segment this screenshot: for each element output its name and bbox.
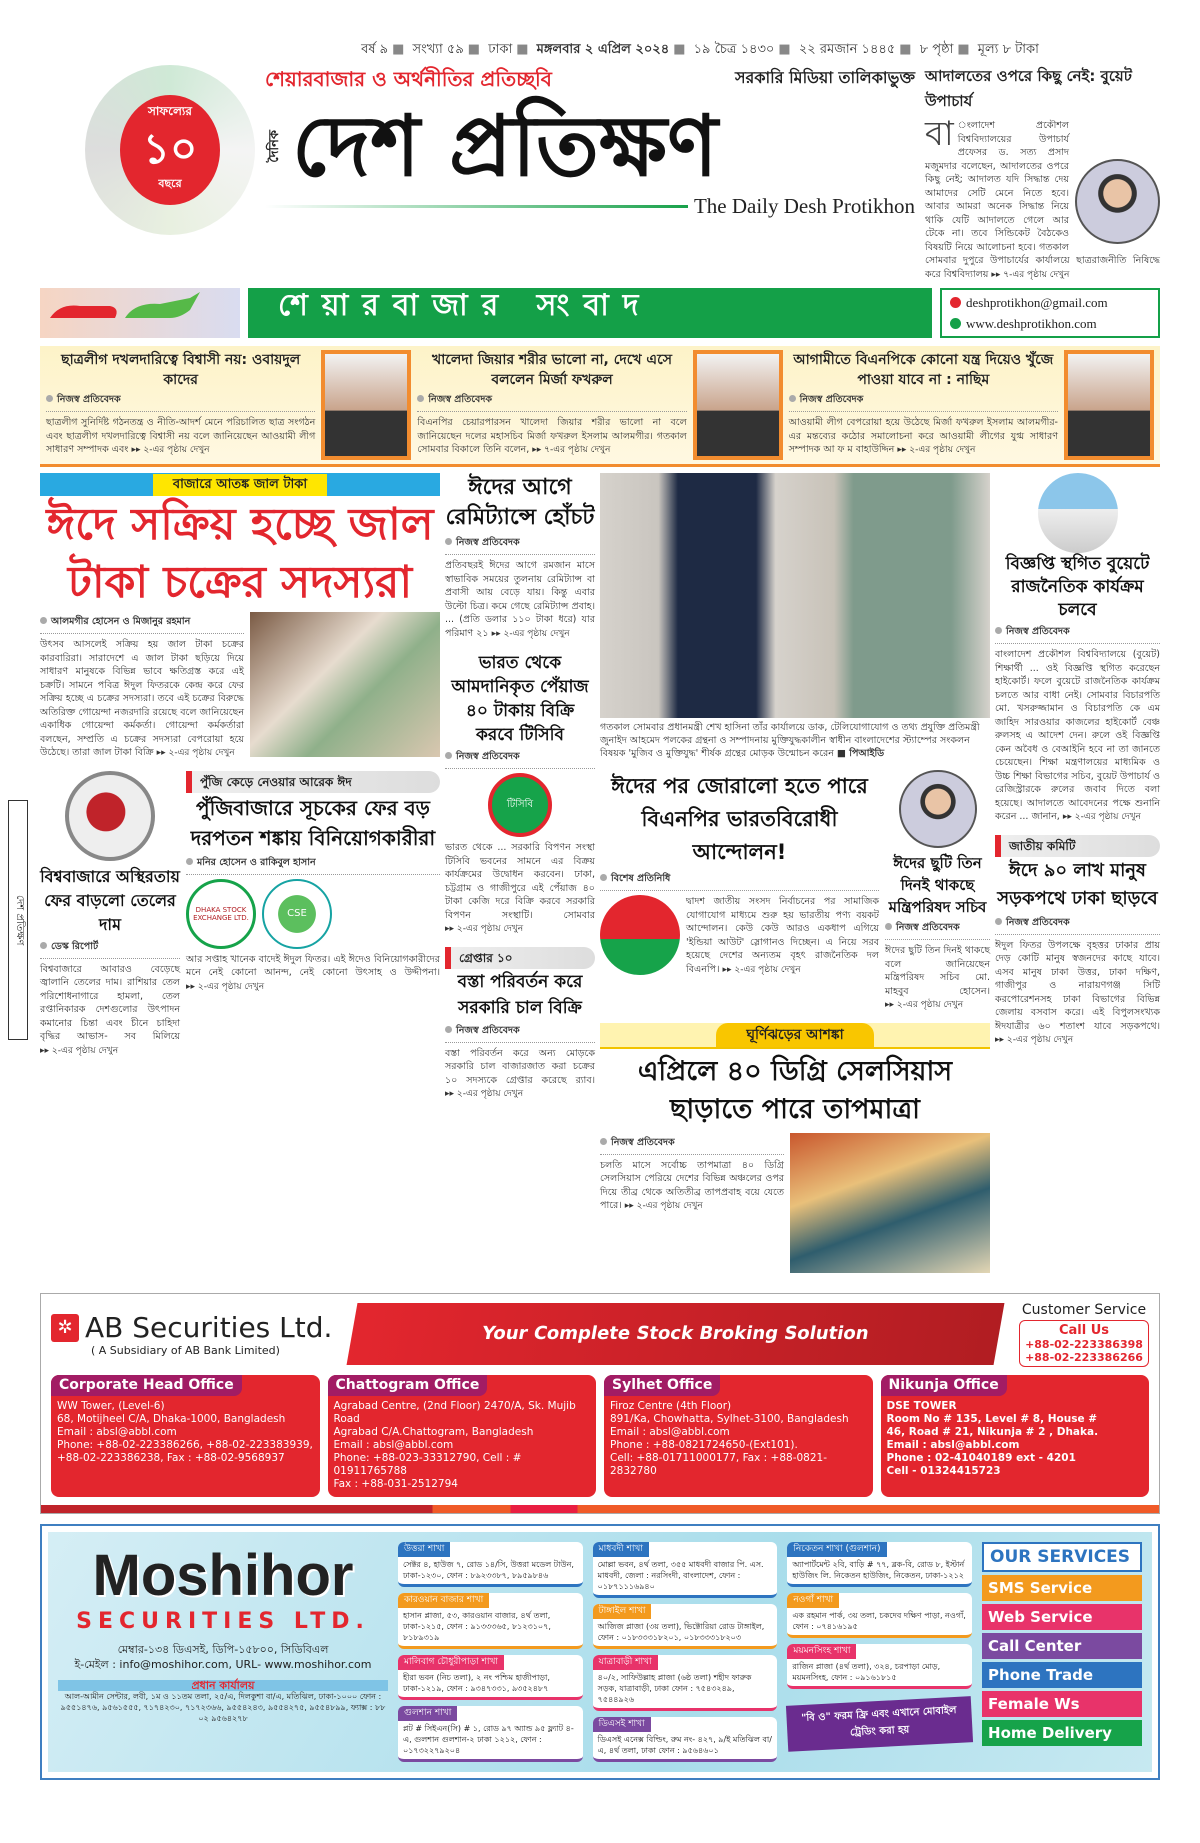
continued-link[interactable]: ▸▸ ৭-এর পৃষ্ঠায় দেখুন xyxy=(991,269,1070,280)
office-line: Agrabad Centre, (2nd Floor) 2470/A, Sk. Mujib Road xyxy=(333,1399,576,1425)
photo-caption: গতকাল সোমবার প্রধানমন্ত্রী শেখ হাসিনা তাঁর কার্যালয়ে ডাক, টেলিযোগাযোগ ও তথ্য প্রযুক্তি প্রতিমন্ত্রী জুনাইদ আহমেদ পলকের গ্রন্থনা ও সম্পাদনায় মুক্তিযুদ্ধকালীন স্বাধীন বাংলাদেশের স্ট্যাম্পের সংকলন বিষয়ক 'মুজিব ও মুক্তিযুদ্ধ' শীর্ষক গ্রন্থের মোড়ক উন্মোচন করেন ■ পিআইডি xyxy=(600,722,980,759)
bnp-logo xyxy=(600,895,680,975)
masthead-english: The Daily Desh Protikhon xyxy=(693,194,915,218)
ab-name: AB Securities Ltd. xyxy=(85,1311,333,1344)
continued-link[interactable]: ▸▸ ২-এর পৃষ্ঠায় দেখুন xyxy=(1062,812,1141,822)
bull-bear-icon xyxy=(40,288,240,338)
headline[interactable]: আদালতের ওপরে কিছু নেই: বুয়েট উপাচার্য xyxy=(925,67,1132,110)
story-body: বিএনপির চেয়ারপারসন খালেদা জিয়ার শরীর ভালো না বলে জানিয়েছেন দলের মহাসচিব মির্জা ফখরুল ইসলাম আলমগীর। গতকাল সোমবার বিকালে তিনি বলেন, xyxy=(417,417,687,455)
kicker: গ্রেপ্তার ১০ xyxy=(445,947,595,969)
continued-link[interactable]: ▸▸ ২-এর পৃষ্ঠায় দেখুন xyxy=(624,1201,703,1211)
caption-text: গতকাল সোমবার প্রধানমন্ত্রী শেখ হাসিনা তাঁর কার্যালয়ে ডাক, টেলিযোগাযোগ ও তথ্য প্রযুক্তি প্রতিমন্ত্রী জুনাইদ আহমেদ পলকের গ্রন্থনা ও সম্পাদনায় মুক্তিযুদ্ধকালীন স্বাধীন বাংলাদেশের স্ট্যাম্পের সংকলন বিষয়ক 'মুজিব ও মুক্তিযুদ্ধ' শীর্ষক গ্রন্থের মোড়ক উন্মোচন করেন xyxy=(600,722,980,759)
office-title: Chattogram Office xyxy=(328,1375,488,1396)
byline: নিজস্ব প্রতিবেদক xyxy=(885,921,990,936)
headline[interactable]: ছাত্রলীগ দখলদারিত্বে বিশ্বাসী নয়: ওবায়দুল কাদের xyxy=(61,352,301,388)
masthead-title: দেশ প্রতিক্ষণ xyxy=(292,96,718,195)
story-obaidul-quader xyxy=(46,350,411,460)
continued-text: ২-এর পৃষ্ঠায় দেখুন xyxy=(168,748,235,758)
story-oil-price xyxy=(40,771,180,1059)
share-market-banner: শেয়ারবাজার সংবাদ xyxy=(248,288,932,338)
ab-subtitle: ( A Subsidiary of AB Bank Limited) xyxy=(91,1344,280,1357)
headline[interactable]: বিশ্ববাজারে অস্থিরতায় ফের বাড়লো তেলের দাম xyxy=(40,866,180,934)
continued-text: ২-এর পৃষ্ঠায় দেখুন xyxy=(197,981,265,992)
phone[interactable]: +88-02-223386266 xyxy=(1025,1350,1143,1364)
headline[interactable]: খালেদা জিয়ার শরীর ভালো না, দেখে এসে বললেন মির্জা ফখরুল xyxy=(432,352,672,388)
tcb-logo-text: টিসিবি xyxy=(506,799,534,810)
anniversary-logo xyxy=(85,65,255,235)
office-line: Agrabad C/A.Chattogram, Bangladesh xyxy=(333,1425,534,1438)
pm-book-launch-photo xyxy=(600,473,990,718)
globe-icon xyxy=(950,318,961,329)
byline: মনির হোসেন ও রাকিবুল হাসান xyxy=(186,856,440,871)
branch-title: টাঙ্গাইল শাখা xyxy=(593,1604,652,1619)
dropcap: বা xyxy=(925,114,954,154)
office-line: Phone: +88-02-223386266, +88-02-223383939, xyxy=(57,1438,313,1451)
continued-link[interactable]: ▸▸ ২-এর পৃষ্ঠায় দেখুন xyxy=(186,981,265,992)
side-tab-text: দেশ প্রতিক্ষণ xyxy=(14,894,25,946)
story-body: উৎসব আসলেই সক্রিয় হয় জাল টাকা চক্রের কারবারিরা। সারাদেশে এ জাল টাকা ছড়িয়ে দিয়ে সাধারণ মানুষকে বিভিন্ন ভাবে ক্ষতিগ্রস্ত করে এই চক্রটি। সামনে পবিত্র ঈদুল ফিতরকে কেন্দ্র করে ফের সক্রিয় হচ্ছে এ চক্রের সদস্যরা। তবে এই চক্রের বিরুদ্ধে অতিরিক্ত গোয়েন্দা নজরদারি রয়েছে বলে জানিয়েছেন একাধিক গোয়েন্দা কর্মকর্তা। গোয়েন্দা কর্মকর্তারা বলছেন, সম্প্রতি এ চক্রের সদস্যরা বেপরোয়া হয়ে উঠেছে। তারা জাল টাকা বিক্রি xyxy=(40,639,244,758)
story-body: ঈদুল ফিতর উপলক্ষে বৃহত্তর ঢাকার প্রায় দেড় কোটি মানুষ স্বজনদের কাছে যাবে। এসব মানুষ ঢাকা উত্তর, ঢাকা দক্ষিণ, গাজীপুর ও নারায়ণগঞ্জ সিটি করপোরেশনসহ ঢাকা বিভাগের বিভিন্ন জেলায় বসবাস করে। এই বিপুলসংখ্যক ঈদযাত্রীর ৬০ শতাংশ যাবে সড়কপথে। xyxy=(995,939,1160,1032)
headline[interactable]: বিজ্ঞপ্তি স্থগিত বুয়েটে রাজনৈতিক কার্যক্রম চলবে xyxy=(1005,554,1150,620)
byline: নিজস্ব প্রতিবেদক xyxy=(445,1024,595,1039)
continued-text: ২-এর পৃষ্ঠায় দেখুন xyxy=(909,445,976,455)
service-item: Phone Trade xyxy=(982,1662,1142,1688)
cse-logo-text: CSE xyxy=(287,907,307,919)
ab-slogan: Your Complete Stock Broking Solution xyxy=(347,1303,1005,1365)
branch-title: যাত্রাবাড়ী শাখা xyxy=(593,1655,658,1670)
moshihor-logo-sub: SECURITIES LTD. xyxy=(76,1608,370,1634)
office-title: Sylhet Office xyxy=(604,1375,720,1396)
story-body: আর সপ্তাহ খানেক বাদেই ঈদুল ফিতর। এই ঈদেও বিনিয়োগকারীদের মনে নেই কোনো আনন্দ, নেই কোনো উৎসাহ ও উদ্দীপনা। xyxy=(186,953,440,978)
office-line: 46, Road # 21, Nikunja # 2 , Dhaka. xyxy=(886,1425,1099,1438)
anniversary-bottom: বছরে xyxy=(158,177,182,190)
byline: বিশেষ প্রতিনিধি xyxy=(600,872,879,887)
branch-card xyxy=(787,1542,972,1587)
story-khaleda-zia xyxy=(417,350,782,460)
branch-address: ডিএসই এনেক্স বিল্ডিং, রুম নং- ৪২৭, ৯/ই মতিঝিল বা/এ, ৪র্থ তলা, ঢাকা ফোন : ৯৫৬৪৬০১ xyxy=(597,1734,772,1755)
story-rice xyxy=(445,947,595,1102)
hq-address: আল-আমীন সেন্টার, লবী, ১ম ও ১১তম তলা, ২৫/এ, দিলকুশা বা/এ, মতিঝিল, ঢাকা-১০০০ ফোন : ৯৫৫১৪৭৬, ৯৫৬১৫৫৫, ৭১৭৪২৩০, ৭১৭২৩৬৬, ৯৫৫৪২৪৩, ৯৫৫৪২৭৫, ৯৫৫৪৮৯৯, ফ্যাক্স : ৮৮ ০২ ৯৫৬৪২৭৮ xyxy=(60,1691,386,1723)
anniversary-top: সাফল্যের xyxy=(147,104,193,118)
office-line: Email : absl@abbl.com xyxy=(333,1438,454,1451)
lead-kicker xyxy=(40,473,440,496)
portrait-photo xyxy=(1075,159,1160,244)
service-item: Web Service xyxy=(982,1604,1142,1630)
byline: নিজস্ব প্রতিবেদক xyxy=(995,625,1160,640)
branch-address: অ্যাপার্টমেন্ট ২বি, বাড়ি # ৭৭, ব্লক-বি, রোড ৮, ইস্টার্ন হাউজিং লি. নিকেতন হাউজিং, নিকেতন, ঢাকা-১২১২ xyxy=(792,1559,965,1580)
story-body: ভারত থেকে ... সরকারি বিপণন সংস্থা টিসিবি ভবনের সামনে এর বিক্রয় কার্যক্রমের উদ্বোধন করবেন। ঢাকা, চট্টগ্রাম ও গাজীপুরে এই পেঁয়াজ ৪০ টাকা কেজি দরে বিক্রি করবে সরকারি বিপণন সংস্থাটি। সোমবার xyxy=(445,842,595,921)
office-line: Phone : +88-0821724650-(Ext101). xyxy=(610,1438,798,1451)
byline: নিজস্ব প্রতিবেদক xyxy=(417,393,686,408)
headline[interactable]: আগামীতে বিএনপিকে কোনো যন্ত্র দিয়েও খুঁজে পাওয়া যাবে না : নাছিম xyxy=(793,352,1054,388)
email-icon xyxy=(950,297,961,308)
promo-badge: "বি ও" ফরম ফ্রি এবং এখানে মোবাইল ট্রেডিং করা হয় xyxy=(786,1696,973,1752)
story-body: বস্তা পরিবর্তন করে অন্য মোড়কে সরকারি চাল বাজারজাত করা চক্রের ১০ সদস্যকে গ্রেপ্তার করেছে র‍্যাব। xyxy=(445,1047,595,1086)
branch-card xyxy=(787,1593,972,1638)
branch-address: মোল্লা ভবন, ৪র্থ তলা, ৩৫৫ মাধবদী বাজার পি. এস. মাধবদী, জেলা : নরসিংদী, বাংলাদেশ, ফোন : ০১৮৭১১১৬৯৪০ xyxy=(597,1559,764,1591)
branch-title: নওগাঁ শাখা xyxy=(787,1593,839,1608)
portrait-photo xyxy=(321,350,411,460)
side-tab xyxy=(8,800,28,1040)
continued-text: ৭-এর পৃষ্ঠায় দেখুন xyxy=(544,445,611,455)
branch-title: মালিবাগ চৌধুরীপাড়া শাখা xyxy=(398,1655,504,1670)
tagline: শেয়ারবাজার ও অর্থনীতির প্রতিচ্ছবি xyxy=(265,67,552,91)
branch-title: ডিএসই শাখা xyxy=(593,1717,651,1732)
branch-card xyxy=(787,1644,972,1689)
branch-card xyxy=(398,1593,583,1649)
kicker: জাতীয় কমিটি xyxy=(995,835,1160,857)
membership: মেম্বার-১৩৪ ডিএসই, ডিপি-১৫৮০০, সিডিবিএল xyxy=(117,1642,329,1656)
branch-title: কারওয়ান বাজার শাখা xyxy=(398,1593,489,1608)
volume: বর্ষ ৯ xyxy=(361,42,389,57)
branch-card xyxy=(593,1717,778,1762)
office-title: Nikunja Office xyxy=(881,1375,1007,1396)
moshihor-logo: Moshihor xyxy=(92,1542,354,1608)
continued-link[interactable]: ▸▸ ২-এর পৃষ্ঠায় দেখুন xyxy=(995,1035,1074,1045)
continued-text: ২-এর পৃষ্ঠায় দেখুন xyxy=(896,1000,964,1010)
story-bnp xyxy=(600,770,879,977)
office-line: Firoz Centre (4th Floor) xyxy=(610,1399,732,1412)
dse-logo-text: DHAKA STOCK EXCHANGE LTD. xyxy=(193,905,249,922)
customer-service xyxy=(1019,1302,1149,1367)
office-line: 891/Ka, Chowhatta, Sylhet-3100, Bangladesh xyxy=(610,1412,849,1425)
continued-link[interactable]: ▸▸ ২-এর পৃষ্ঠায় দেখুন xyxy=(445,1089,524,1099)
cs-label: Customer Service xyxy=(1021,1301,1147,1318)
story-nasim xyxy=(789,350,1154,460)
office-line: Room No # 135, Level # 8, House # xyxy=(886,1412,1098,1425)
continued-text: ২-এর পৃষ্ঠায় দেখুন xyxy=(503,628,570,639)
story-body: প্রতিবছরই ঈদের আগে রমজান মাসে স্বাভাবিক সময়ের তুলনায় রেমিট্যান্স বা প্রবাসী আয় বেড়ে যায়। কিন্তু এবার উল্টো চিত্র। কমে গেছে রেমিট্যান্স প্রবাহ। ... (প্রতি ডলার ১১০ টাকা ধরে) যার পরিমাণ ২১ xyxy=(445,560,595,639)
office-title: Corporate Head Office xyxy=(51,1375,242,1396)
branch-title: উত্তরা শাখা xyxy=(398,1542,450,1557)
story-body: চলতি মাসে সর্বোচ্চ তাপমাত্রা ৪০ ডিগ্রি সেলসিয়াস পেরিয়ে দেশের বিভিন্ন অঞ্চলের ওপর দিয়ে তীব্র থেকে অতিতীব্র তাপপ্রবাহ বয়ে যেতে পারে। xyxy=(600,1159,784,1211)
byline: ডেস্ক রিপোর্ট xyxy=(40,940,180,955)
date: মঙ্গলবার ২ এপ্রিল ২০২৪ xyxy=(536,42,670,57)
high-court-photo xyxy=(1038,473,1118,553)
counterfeit-money-photo xyxy=(250,612,440,757)
kicker: পুঁজি কেড়ে নেওয়ার আরেক ঈদ xyxy=(186,771,440,793)
office-line: Cell: +88-01711000177, Fax : +88-0821-2832780 xyxy=(610,1451,828,1477)
byline: নিজস্ব প্রতিবেদক xyxy=(46,393,315,408)
call-us: Call Us xyxy=(1058,1322,1110,1338)
headline[interactable]: ঈদের আগে রেমিট্যান্সে হোঁচট xyxy=(445,475,595,530)
branch-card xyxy=(398,1655,583,1700)
office-line: Fax : +88-031-2512794 xyxy=(333,1477,458,1490)
kicker-text: বাজারে আতঙ্ক জাল টাকা xyxy=(153,474,327,496)
story-body: বাংলাদেশ প্রকৌশল বিশ্ববিদ্যালয়ে (বুয়েট) শিক্ষার্থী ... ওই বিজ্ঞপ্তি স্থগিত করেছেন হাইকোর্ট। ফলে বুয়েটে রাজনৈতিক কার্যক্রম চলতে আর বাধা নেই। সোমবার বিচারপতি মো. খসরুজ্জামান ও বিচারপতি কে এম জাহিদ সারওয়ার কাজলের হাইকোর্ট বেঞ্চ রুলসহ এ আদেশ দেন। রুলে ওই বিজ্ঞপ্তি কেন অবৈধ ও বেআইনি হবে না তা জানতে চেয়েছেন। শিক্ষা মন্ত্রণালয়ের মাধ্যমিক ও উচ্চ শিক্ষা বিভাগের সচিব, বুয়েট উপাচার্য ও রেজিস্ট্রারকে রুলের জবাব দিতে বলা হয়েছে। আদালতে আবেদনের পক্ষে শুনানি করেন ... জানান, xyxy=(995,649,1160,822)
headline[interactable]: পুঁজিবাজারে সূচকের ফের বড় দরপতন শঙ্কায় বিনিয়োগকারীরা xyxy=(190,795,436,850)
divider xyxy=(265,205,688,208)
continued-link[interactable]: ▸▸ ৭-এর পৃষ্ঠায় দেখুন xyxy=(532,445,611,455)
fuel-pump-icon xyxy=(65,771,155,861)
story-body: ছাত্রলীগ সুনির্দিষ্ট গঠনতন্ত্র ও নীতি-আদর্শ মেনে পরিচালিত ছাত্র সংগঠন এবং ছাত্রলীগ দখলদারিত্বে বিশ্বাসী নয় বলে জানিয়েছেন আওয়ামী লীগ সাধারণ সম্পাদক এবং xyxy=(46,417,316,455)
byline: নিজস্ব প্রতিবেদক xyxy=(789,393,1058,408)
story-eid-holiday xyxy=(885,770,990,1013)
continued-text: ২-এর পৃষ্ঠায় দেখুন xyxy=(143,445,210,455)
continued-link[interactable]: ▸▸ ২-এর পৃষ্ঠায় দেখুন xyxy=(897,445,976,455)
story-body: দ্বাদশ জাতীয় সংসদ নির্বাচনের পর সামাজিক যোগাযোগ মাধ্যমে শুরু হয় ভারতীয় পণ্য বয়কট আন্দোলন। কেউ কেউ আরও একধাপ এগিয়ে 'ইন্ডিয়া আউট' স্লোগানও দিচ্ছেন। এ নিয়ে সরব হয়েছে দেশের অন্যতম বৃহৎ রাজনৈতিক দল বিএনপি। xyxy=(686,896,879,975)
story-remittance xyxy=(445,473,595,641)
website-link[interactable]: www.deshprotikhon.com xyxy=(966,315,1097,331)
office-line: Email : absl@abbl.com xyxy=(886,1438,1020,1451)
office-line: 68, Motijheel C/A, Dhaka-1000, Bangladesh xyxy=(57,1412,286,1425)
city: ঢাকা xyxy=(488,42,513,57)
photo-feature xyxy=(600,473,990,760)
services-title: OUR SERVICES xyxy=(982,1542,1142,1572)
hq-title: প্রধান কার্যালয় xyxy=(58,1680,388,1691)
office-line: Phone : 02-41040189 ext - 4201 xyxy=(886,1451,1076,1464)
office-line: Email : absl@abbl.com xyxy=(610,1425,730,1438)
byline: আলমগীর হোসেন ও মিজানুর রহমান xyxy=(40,615,244,630)
top-stories-strip xyxy=(40,346,1160,467)
branch-title: ময়মনসিংহ শাখা xyxy=(787,1644,856,1659)
headline[interactable]: ভারত থেকে আমদানিকৃত পেঁয়াজ ৪০ টাকায় বিক্রি করবে টিসিবি xyxy=(451,653,589,745)
story-buet-politics xyxy=(995,473,1160,825)
continued-text: ৭-এর পৃষ্ঠায় দেখুন xyxy=(1003,269,1070,280)
masthead-prefix: দৈনিক xyxy=(267,129,282,163)
branch-address: হীরা ভবন (নিচ তলা), ২ নং পশ্চিম হাজীপাড়া, ঢাকা-১২১৯, ফোন : ৯৩৪৭৩৩১, ৯৩৫২৪৮৭ xyxy=(403,1672,550,1693)
branch-card xyxy=(398,1542,583,1587)
branch-address: রাজিন প্লাজা (৪র্থ তলা), ৩২৪, চরপাড়া মোড়, ময়মনসিংহ, ফোন : ০৯১৬১৮১৫ xyxy=(792,1661,941,1682)
cse-logo xyxy=(262,879,332,949)
story-eid-travel xyxy=(995,835,1160,1048)
branch-address: এক রহমান পার্ক, ৩য় তলা, চকদেব দক্ষিণ পাড়া, নওগাঁ, ফোন : ০৭৪১৬১৯৫ xyxy=(792,1610,966,1631)
byline: নিজস্ব প্রতিবেদক xyxy=(600,1136,784,1151)
hijri-date: ২২ রমজান ১৪৪৫ xyxy=(798,42,896,57)
lead-headline[interactable]: ঈদে সক্রিয় হচ্ছে জাল টাকা চক্রের সদস্যরা xyxy=(46,499,434,608)
headline[interactable]: বস্তা পরিবর্তন করে সরকারি চাল বিক্রি xyxy=(457,971,583,1018)
branch-card xyxy=(398,1706,583,1762)
email-link[interactable]: deshprotikhon@gmail.com xyxy=(966,294,1108,310)
branch-address: প্লট # সিইএন(সি) # ১, রোড ৯৭ অ্যান্ড ৯৫ ফ্ল্যাট ৪-এ, গুলশান গুলশান-২ ঢাকা ১২১২, ফোন : ০১৭৩২২৭৯২০৪ xyxy=(403,1723,574,1755)
office-card xyxy=(51,1375,320,1497)
headline[interactable]: ঈদের ছুটি তিন দিনই থাকছে মন্ত্রিপরিষদ সচিব xyxy=(888,854,987,916)
contact-box xyxy=(940,288,1160,338)
portrait-photo xyxy=(693,350,783,460)
office-line: +88-02-223386238, Fax : +88-02-9568937 xyxy=(57,1451,285,1464)
office-line: WW Tower, (Level-6) xyxy=(57,1399,165,1412)
contact-line: ই-মেইল : info@moshihor.com, URL- www.moshihor.com xyxy=(74,1657,372,1671)
continued-link[interactable]: ▸▸ ২-এর পৃষ্ঠায় দেখুন xyxy=(722,964,801,975)
office-card xyxy=(604,1375,873,1497)
byline: নিজস্ব প্রতিবেদক xyxy=(995,916,1160,931)
price: মূল্য ৮ টাকা xyxy=(977,42,1039,57)
story-heatwave xyxy=(600,1023,990,1273)
continued-text: ২-এর পৃষ্ঠায় দেখুন xyxy=(636,1201,703,1211)
branch-title: নিকেতন শাখা (গুলশান) xyxy=(787,1542,886,1557)
headline[interactable]: ঈদে ৯০ লাখ মানুষ সড়কপথে ঢাকা ছাড়বে xyxy=(997,859,1158,909)
dateline: বর্ষ ৯ ■ সংখ্যা ৫৯ ■ ঢাকা ■ মঙ্গলবার ২ এপ্রিল ২০২৪ ■ ১৯ চৈত্র ১৪৩০ ■ ২২ রমজান ১৪৪৫ ■ ৮ পৃষ্ঠা ■ মূল্য ৮ টাকা xyxy=(361,42,1039,57)
story-body: ঈদের ছুটি তিন দিনই থাকছে বলে জানিয়েছেন মন্ত্রিপরিষদ সচিব মো. মাহবুব হোসেন। xyxy=(885,945,990,997)
issue: সংখ্যা ৫৯ xyxy=(412,42,464,57)
branch-title: মাধবদী শাখা xyxy=(593,1542,649,1557)
branch-address: আজিজ প্লাজা (৩য় তলা), ভিক্টোরিয়া রোড টাঙ্গাইল, ফোন : ০১৮৩৩৩১৮২০১, ০১৮৩৩৩১৮২০৩ xyxy=(597,1621,765,1642)
continued-link[interactable]: ▸▸ ২-এর পৃষ্ঠায় দেখুন xyxy=(445,924,524,934)
branch-card xyxy=(593,1604,778,1649)
bangla-date: ১৯ চৈত্র ১৪৩০ xyxy=(693,42,775,57)
branch-card xyxy=(593,1655,778,1711)
service-item: Female Ws xyxy=(982,1691,1142,1717)
service-item: Home Delivery xyxy=(982,1720,1142,1746)
story-body: আওয়ামী লীগ বেপরোয়া হয়ে উঠেছে মির্জা ফখরুল ইসলাম আলমগীর-এর মন্তব্যের কঠোর সমালোচনা করে আওয়ামী লীগের যুগ্ম সাধারণ সম্পাদক আ ফ ম বাহাউদ্দিন xyxy=(788,417,1058,455)
office-card xyxy=(881,1375,1150,1497)
tcb-logo xyxy=(488,773,552,837)
branch-card xyxy=(593,1542,778,1598)
branch-address: হাসান প্লাজা, ৫৩, কারওয়ান বাজার, ৪র্থ তলা, ঢাকা-১২১৫, ফোন : ৯১৩৩৩৬৫, ৮১২৩১০৭, ৮১৮৯৩১৯ xyxy=(403,1610,551,1642)
market-heat-photo xyxy=(790,1133,990,1273)
continued-link[interactable]: ▸▸ ২-এর পৃষ্ঠায় দেখুন xyxy=(131,445,210,455)
media-listed-label: সরকারি মিডিয়া তালিকাভুক্ত xyxy=(734,68,915,87)
continued-text: ২-এর পৃষ্ঠায় দেখুন xyxy=(1074,812,1141,822)
office-line: Email : absl@abbl.com xyxy=(57,1425,177,1438)
continued-text: ২-এর পৃষ্ঠায় দেখুন xyxy=(456,1089,524,1099)
headline[interactable]: এপ্রিলে ৪০ ডিগ্রি সেলসিয়াস ছাড়াতে পারে তাপমাত্রা xyxy=(637,1055,953,1125)
story-buet-vc xyxy=(925,65,1160,282)
office-line: Cell - 01324415723 xyxy=(886,1464,1001,1477)
ab-logo-icon: ✲ xyxy=(51,1314,79,1342)
story-body: বিশ্ববাজারে আবারও বেড়েছে জ্বালানি তেলের দাম। রাশিয়ার তেল পরিশোধনাগারে হামলা, তেল রপ্তানিকারক দেশগুলোর উৎপাদন কমানোর চিন্তা এবং চীনে চাহিদা বৃদ্ধির আভাস- সব মিলিয়ে xyxy=(40,963,180,1042)
branch-address: ৪০/২, সাফিউল্লাহ প্লাজা (৬ষ্ঠ তলা) শহীদ ফারুক সড়ক, যাত্রাবাড়ী, ঢাকা ফোন : ৭৫৪৩২৪৯, ৭৫৪৪৯২৬ xyxy=(597,1672,752,1704)
story-capital-market xyxy=(186,771,440,995)
office-card xyxy=(328,1375,597,1497)
branch-address: সেক্টর ৪, হাউজ ৭, রোড ১৪/সি, উত্তরা মডেল টাউন, ঢাকা-১২৩০, ফোন : ৮৯২৩৩৮৭, ৮৯৫৯৮৪৬ xyxy=(403,1559,574,1580)
portrait-photo xyxy=(1064,350,1154,460)
kicker: ঘূর্ণিঝড়ের আশঙ্কা xyxy=(716,1023,873,1047)
branch-title: গুলশান শাখা xyxy=(398,1706,457,1721)
office-line: DSE TOWER xyxy=(886,1399,957,1412)
lead-story xyxy=(40,473,440,761)
continued-link[interactable]: ▸▸ ২-এর পৃষ্ঠায় দেখুন xyxy=(491,628,570,639)
continued-link[interactable]: ▸▸ ২-এর পৃষ্ঠায় দেখুন xyxy=(40,1045,119,1056)
continued-text: ২-এর পৃষ্ঠায় দেখুন xyxy=(456,924,524,934)
byline: নিজস্ব প্রতিবেদক xyxy=(445,750,595,765)
service-item: SMS Service xyxy=(982,1575,1142,1601)
service-item: Call Center xyxy=(982,1633,1142,1659)
byline: নিজস্ব প্রতিবেদক xyxy=(445,536,595,551)
office-line: Phone: +88-023-33312790, Cell : # 01911765788 xyxy=(333,1451,522,1477)
anniversary-number: ১০ xyxy=(142,124,198,173)
story-body: ংলাদেশ প্রকৌশল বিশ্ববিদ্যালয়ের উপাচার্য প্রফেসর ড. সত্য প্রসাদ মজুমদার বলেছেন, আদালতের ওপরে কিছু নেই; আদালত যদি সিদ্ধান্ত দেয় আমাদের সেটি মেনে নিতে হবে। আবার আমরা অনেক সিদ্ধান্ত নিয়ে থাকি যেটি আদালতে গেলে আর টেকে না। তবে সিন্ডিকেট বৈঠকেও বিষয়টি নিয়ে আলোচনা হবে। গতকাল সোমবার দুপুরে উপাচার্যের কার্যালয়ে ছাত্ররাজনীতি নিষিদ্ধে করে বিশ্ববিদ্যালয় xyxy=(925,120,1160,280)
continued-link[interactable]: ▸▸ ২-এর পৃষ্ঠায় দেখুন xyxy=(885,1000,964,1010)
photo-credit: পিআইডি xyxy=(849,748,885,759)
continued-text: ২-এর পৃষ্ঠায় দেখুন xyxy=(51,1045,119,1056)
portrait-photo xyxy=(899,770,977,848)
head-office xyxy=(58,1680,388,1724)
dse-logo xyxy=(186,879,256,949)
continued-text: ২-এর পৃষ্ঠায় দেখুন xyxy=(734,964,801,975)
ab-logo xyxy=(51,1311,332,1344)
continued-link[interactable]: ▸▸ ২-এর পৃষ্ঠায় দেখুন xyxy=(156,748,235,758)
pages: ৮ পৃষ্ঠা xyxy=(919,42,954,57)
moshihor-ad xyxy=(40,1524,1160,1780)
story-onion xyxy=(445,651,595,937)
masthead xyxy=(40,65,1160,282)
continued-text: ২-এর পৃষ্ঠায় দেখুন xyxy=(1006,1035,1074,1045)
headline[interactable]: ঈদের পর জোরালো হতে পারে বিএনপির ভারতবিরোধী আন্দোলন! xyxy=(611,774,868,864)
ab-securities-ad xyxy=(40,1293,1160,1514)
phone[interactable]: +88-02-223386398 xyxy=(1025,1337,1143,1351)
color-bar xyxy=(41,1505,1159,1513)
